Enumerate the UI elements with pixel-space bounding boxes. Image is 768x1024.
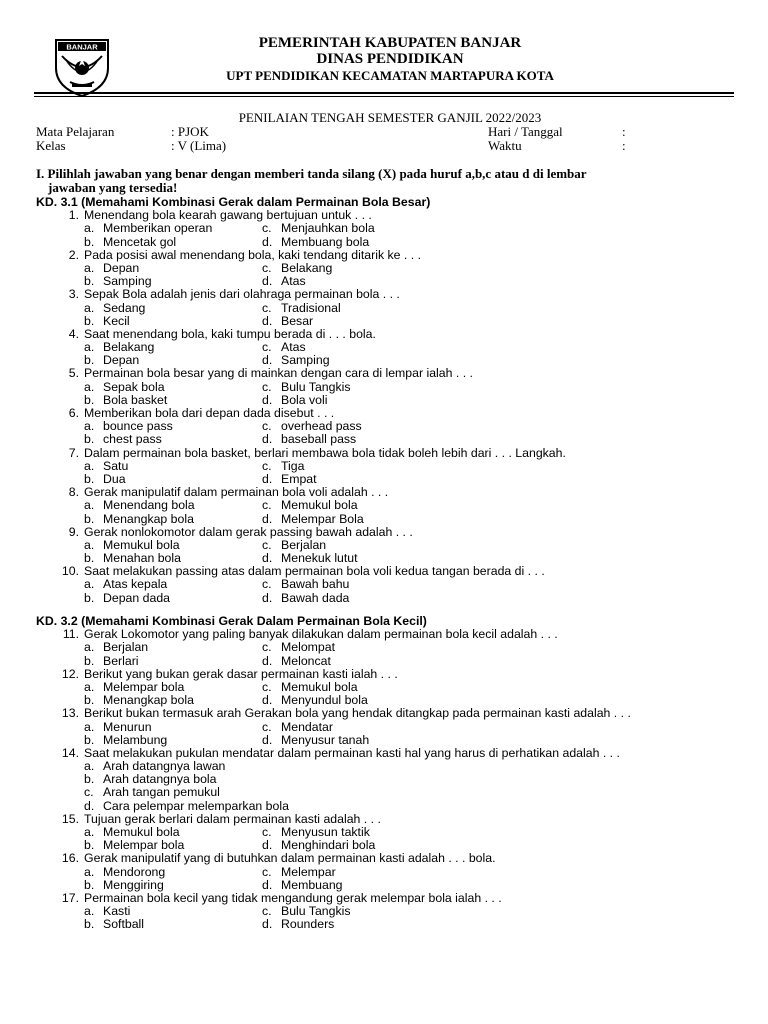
- option-letter: c.: [262, 498, 272, 513]
- question-number: 16.: [61, 851, 79, 866]
- option-letter: a.: [84, 379, 95, 394]
- question-number: 8.: [68, 485, 79, 500]
- question-text: Sepak Bola adalah jenis dari olahraga permainan bola . . .: [84, 287, 400, 302]
- option-letter: c.: [262, 825, 272, 840]
- option-letter: d.: [84, 798, 95, 813]
- question-number: 6.: [68, 406, 79, 421]
- question-number: 9.: [68, 524, 79, 539]
- class-value: : V (Lima): [171, 138, 227, 153]
- option-row: [36, 879, 746, 892]
- section-title: KD. 3.2 (Memahami Kombinasi Gerak Dalam Permainan Bola Kecil): [36, 614, 427, 628]
- question: [36, 852, 746, 865]
- question-number: 17.: [61, 890, 79, 905]
- option-letter: d.: [262, 274, 273, 289]
- option-text: Memberikan operan: [103, 221, 213, 236]
- option-text: bounce pass: [103, 419, 173, 434]
- option-letter: b.: [84, 653, 95, 668]
- question: [36, 288, 746, 301]
- subject-value: : PJOK: [171, 124, 209, 139]
- option-letter: c.: [262, 300, 272, 315]
- option-text: Softball: [103, 917, 145, 932]
- option-text: Belakang: [103, 340, 155, 355]
- option-letter: d.: [262, 693, 273, 708]
- option-text: Menjauhkan bola: [281, 221, 375, 236]
- question-number: 7.: [68, 445, 79, 460]
- option-text: Satu: [103, 458, 129, 473]
- question-number: 3.: [68, 287, 79, 302]
- option-letter: a.: [84, 640, 95, 655]
- question-number: 13.: [61, 706, 79, 721]
- option-text: Berjalan: [281, 537, 327, 552]
- option-row: [36, 236, 746, 249]
- question-text: Permainan bola besar yang di mainkan dengan cara di lempar ialah . . .: [84, 366, 473, 381]
- option-letter: a.: [84, 537, 95, 552]
- question: [36, 447, 746, 460]
- option-letter: c.: [262, 904, 272, 919]
- option-letter: c.: [262, 260, 272, 275]
- option-text: Dua: [103, 471, 126, 486]
- option-letter: a.: [84, 719, 95, 734]
- option-row: [36, 655, 746, 668]
- question: [36, 249, 746, 262]
- instruction: [36, 167, 736, 195]
- question-text: Memberikan bola dari depan dada disebut . . .: [84, 406, 335, 421]
- option-text: Arah tangan pemukul: [103, 785, 220, 800]
- option-row: [36, 918, 746, 931]
- question-text: Saat menendang bola, kaki tumpu berada di . . . bola.: [84, 326, 376, 341]
- option-text: Menyusun taktik: [281, 825, 370, 840]
- option-letter: c.: [84, 785, 94, 800]
- exam-title: PENILAIAN TENGAH SEMESTER GANJIL 2022/2023: [238, 110, 542, 125]
- option-text: Depan: [103, 260, 140, 275]
- option-letter: a.: [84, 904, 95, 919]
- option-letter: b.: [84, 693, 95, 708]
- option-letter: b.: [84, 511, 95, 526]
- instruction-line-1: I. Pilihlah jawaban yang benar dengan memberi tanda silang (X) pada huruf a,b,c atau d di lembar: [36, 166, 587, 181]
- option-text: Arah datangnya lawan: [103, 759, 226, 774]
- option-text: Memukul bola: [281, 679, 358, 694]
- option-letter: d.: [262, 551, 273, 566]
- option-letter: c.: [262, 221, 272, 236]
- option-text: Besar: [281, 313, 314, 328]
- option-text: Melempar: [281, 864, 336, 879]
- option-letter: a.: [84, 300, 95, 315]
- question: [36, 526, 746, 539]
- option-letter: b.: [84, 471, 95, 486]
- option-letter: b.: [84, 392, 95, 407]
- option-text: Berlari: [103, 653, 139, 668]
- option-row: [36, 433, 746, 446]
- time-value: :: [622, 138, 626, 153]
- question-text: Berikut bukan termasuk arah Gerakan bola yang hendak ditangkap pada permainan kasti adalah . . .: [84, 706, 631, 721]
- option-text: Bola basket: [103, 392, 168, 407]
- option-row: [36, 499, 746, 512]
- option-row: [36, 800, 746, 813]
- option-letter: c.: [262, 679, 272, 694]
- option-letter: c.: [262, 340, 272, 355]
- option-letter: d.: [262, 392, 273, 407]
- option-row: [36, 315, 746, 328]
- option-text: overhead pass: [281, 419, 362, 434]
- question-number: 1.: [68, 208, 79, 223]
- question-text: Gerak Lokomotor yang paling banyak dilakukan dalam permainan bola kecil adalah . . .: [84, 627, 558, 642]
- letterhead-line-2: DINAS PENDIDIKAN: [316, 51, 464, 67]
- option-text: Bola voli: [281, 392, 328, 407]
- day-date-label: Hari / Tanggal: [488, 124, 563, 139]
- option-letter: d.: [262, 471, 273, 486]
- option-letter: b.: [84, 838, 95, 853]
- option-text: Menghindari bola: [281, 838, 376, 853]
- option-text: Depan dada: [103, 590, 171, 605]
- option-letter: c.: [262, 537, 272, 552]
- option-text: Tradisional: [281, 300, 341, 315]
- question-text: Gerak manipulatif dalam permainan bola voli adalah . . .: [84, 485, 389, 500]
- option-text: Atas: [281, 274, 306, 289]
- option-text: Mencetak gol: [103, 234, 177, 249]
- option-letter: a.: [84, 498, 95, 513]
- question-text: Pada posisi awal menendang bola, kaki tendang ditarik ke . . .: [84, 247, 422, 262]
- option-text: Menangkap bola: [103, 511, 194, 526]
- option-text: Depan: [103, 353, 140, 368]
- letterhead-line-1: PEMERINTAH KABUPATEN BANJAR: [258, 35, 522, 51]
- question-number: 14.: [61, 745, 79, 760]
- option-letter: b.: [84, 234, 95, 249]
- option-letter: d.: [262, 732, 273, 747]
- option-text: Arah datangnya bola: [103, 772, 217, 787]
- option-row: [36, 786, 746, 799]
- option-letter: c.: [262, 719, 272, 734]
- option-letter: c.: [262, 864, 272, 879]
- letterhead-rule-thin: [34, 96, 734, 97]
- option-text: Membuang: [281, 877, 343, 892]
- option-row: [36, 513, 746, 526]
- option-text: Rounders: [281, 917, 335, 932]
- option-text: Berjalan: [103, 640, 149, 655]
- option-letter: d.: [262, 590, 273, 605]
- option-letter: a.: [84, 419, 95, 434]
- question-number: 2.: [68, 247, 79, 262]
- option-letter: d.: [262, 653, 273, 668]
- option-row: [36, 460, 746, 473]
- banjar-regency-emblem: [52, 38, 112, 98]
- question-text: Saat melakukan pukulan mendatar dalam permainan kasti hal yang harus di perhatikan adalah . . .: [84, 745, 620, 760]
- question-number: 4.: [68, 326, 79, 341]
- option-text: Mendorong: [103, 864, 166, 879]
- option-letter: c.: [262, 419, 272, 434]
- option-row: [36, 302, 746, 315]
- option-letter: b.: [84, 590, 95, 605]
- option-letter: b.: [84, 432, 95, 447]
- option-letter: a.: [84, 864, 95, 879]
- option-text: Samping: [103, 274, 152, 289]
- option-letter: d.: [262, 234, 273, 249]
- option-text: Bulu Tangkis: [281, 904, 351, 919]
- question-number: 11.: [62, 627, 79, 642]
- instruction-line-2: jawaban yang tersedia!: [48, 180, 178, 195]
- option-text: Cara pelempar melemparkan bola: [103, 798, 289, 813]
- option-text: Kasti: [103, 904, 131, 919]
- option-text: Bawah bahu: [281, 577, 350, 592]
- option-text: Menendang bola: [103, 498, 195, 513]
- option-text: Sepak bola: [103, 379, 165, 394]
- section-title: KD. 3.1 (Memahami Kombinasi Gerak dalam Permainan Bola Besar): [36, 195, 431, 209]
- option-text: Menyundul bola: [281, 693, 368, 708]
- question: [36, 892, 746, 905]
- option-letter: d.: [262, 511, 273, 526]
- class-label: Kelas: [36, 138, 66, 153]
- option-letter: a.: [84, 221, 95, 236]
- option-letter: a.: [84, 458, 95, 473]
- option-text: Membuang bola: [281, 234, 370, 249]
- option-text: Menurun: [103, 719, 152, 734]
- option-letter: a.: [84, 577, 95, 592]
- option-text: Atas: [281, 340, 306, 355]
- section-kd-3-1: [36, 196, 746, 605]
- option-text: chest pass: [103, 432, 162, 447]
- question: [36, 367, 746, 380]
- option-text: baseball pass: [281, 432, 357, 447]
- option-text: Menangkap bola: [103, 693, 194, 708]
- option-row: [36, 222, 746, 235]
- option-text: Memukul bola: [103, 537, 180, 552]
- option-letter: c.: [262, 379, 272, 394]
- question: [36, 707, 746, 720]
- option-letter: d.: [262, 353, 273, 368]
- option-row: [36, 721, 746, 734]
- option-text: Kecil: [103, 313, 130, 328]
- option-letter: c.: [262, 458, 272, 473]
- option-letter: d.: [262, 432, 273, 447]
- subject-label: Mata Pelajaran: [36, 124, 115, 139]
- question-text: Dalam permainan bola basket, berlari membawa bola tidak boleh lebih dari . . . Langkah.: [84, 445, 566, 460]
- option-text: Atas kepala: [103, 577, 168, 592]
- option-text: Menekuk lutut: [281, 551, 358, 566]
- question-text: Berikut yang bukan gerak dasar permainan kasti ialah . . .: [84, 666, 398, 681]
- section-kd-3-2: [36, 615, 746, 932]
- option-text: Melempar bola: [103, 838, 185, 853]
- option-text: Meloncat: [281, 653, 331, 668]
- option-row: [36, 734, 746, 747]
- option-letter: c.: [262, 577, 272, 592]
- option-text: Memukul bola: [103, 825, 180, 840]
- option-row: [36, 641, 746, 654]
- option-letter: b.: [84, 917, 95, 932]
- option-text: Mendatar: [281, 719, 333, 734]
- option-text: Melambung: [103, 732, 168, 747]
- option-letter: b.: [84, 732, 95, 747]
- logo-text: BANJAR: [66, 42, 98, 52]
- option-text: Samping: [281, 353, 330, 368]
- option-text: Empat: [281, 471, 317, 486]
- time-label: Waktu: [488, 138, 522, 153]
- option-text: Belakang: [281, 260, 333, 275]
- option-letter: b.: [84, 772, 95, 787]
- question-text: Gerak nonlokomotor dalam gerak passing bawah adalah . . .: [84, 524, 413, 539]
- option-text: Menahan bola: [103, 551, 181, 566]
- option-text: Menggiring: [103, 877, 164, 892]
- option-letter: b.: [84, 313, 95, 328]
- option-letter: b.: [84, 877, 95, 892]
- question-text: Saat melakukan passing atas dalam permainan bola voli kedua tangan berada di . . .: [84, 564, 545, 579]
- option-letter: c.: [262, 640, 272, 655]
- option-letter: a.: [84, 759, 95, 774]
- option-row: [36, 341, 746, 354]
- option-text: Tiga: [281, 458, 305, 473]
- option-letter: a.: [84, 825, 95, 840]
- option-text: Memukul bola: [281, 498, 358, 513]
- question-text: Menendang bola kearah gawang bertujuan untuk . . .: [84, 208, 372, 223]
- option-letter: a.: [84, 679, 95, 694]
- option-letter: b.: [84, 353, 95, 368]
- question-number: 10.: [61, 564, 79, 579]
- option-letter: d.: [262, 917, 273, 932]
- question-number: 15.: [61, 811, 79, 826]
- letterhead-rule-thick: [34, 92, 734, 94]
- option-text: Melempar bola: [103, 679, 185, 694]
- option-letter: b.: [84, 551, 95, 566]
- question-text: Gerak manipulatif yang di butuhkan dalam permainan kasti adalah . . . bola.: [84, 851, 496, 866]
- question-number: 5.: [68, 366, 79, 381]
- option-letter: a.: [84, 340, 95, 355]
- day-date-value: :: [622, 124, 626, 139]
- option-text: Sedang: [103, 300, 146, 315]
- option-row: [36, 592, 746, 605]
- option-text: Melempar Bola: [281, 511, 364, 526]
- option-row: [36, 578, 746, 591]
- question-text: Tujuan gerak berlari dalam permainan kasti adalah . . .: [84, 811, 381, 826]
- option-text: Bawah dada: [281, 590, 350, 605]
- option-letter: d.: [262, 877, 273, 892]
- question-number: 12.: [61, 666, 79, 681]
- question-text: Permainan bola kecil yang tidak mengandung gerak melempar bola ialah . . .: [84, 890, 502, 905]
- letterhead-line-3: UPT PENDIDIKAN KECAMATAN MARTAPURA KOTA: [226, 68, 554, 83]
- option-text: Bulu Tangkis: [281, 379, 351, 394]
- option-letter: a.: [84, 260, 95, 275]
- option-text: Melompat: [281, 640, 335, 655]
- question: [36, 668, 746, 681]
- option-row: [36, 381, 746, 394]
- option-row: [36, 866, 746, 879]
- option-letter: d.: [262, 313, 273, 328]
- option-letter: b.: [84, 274, 95, 289]
- option-letter: d.: [262, 838, 273, 853]
- option-text: Menyusur tanah: [281, 732, 370, 747]
